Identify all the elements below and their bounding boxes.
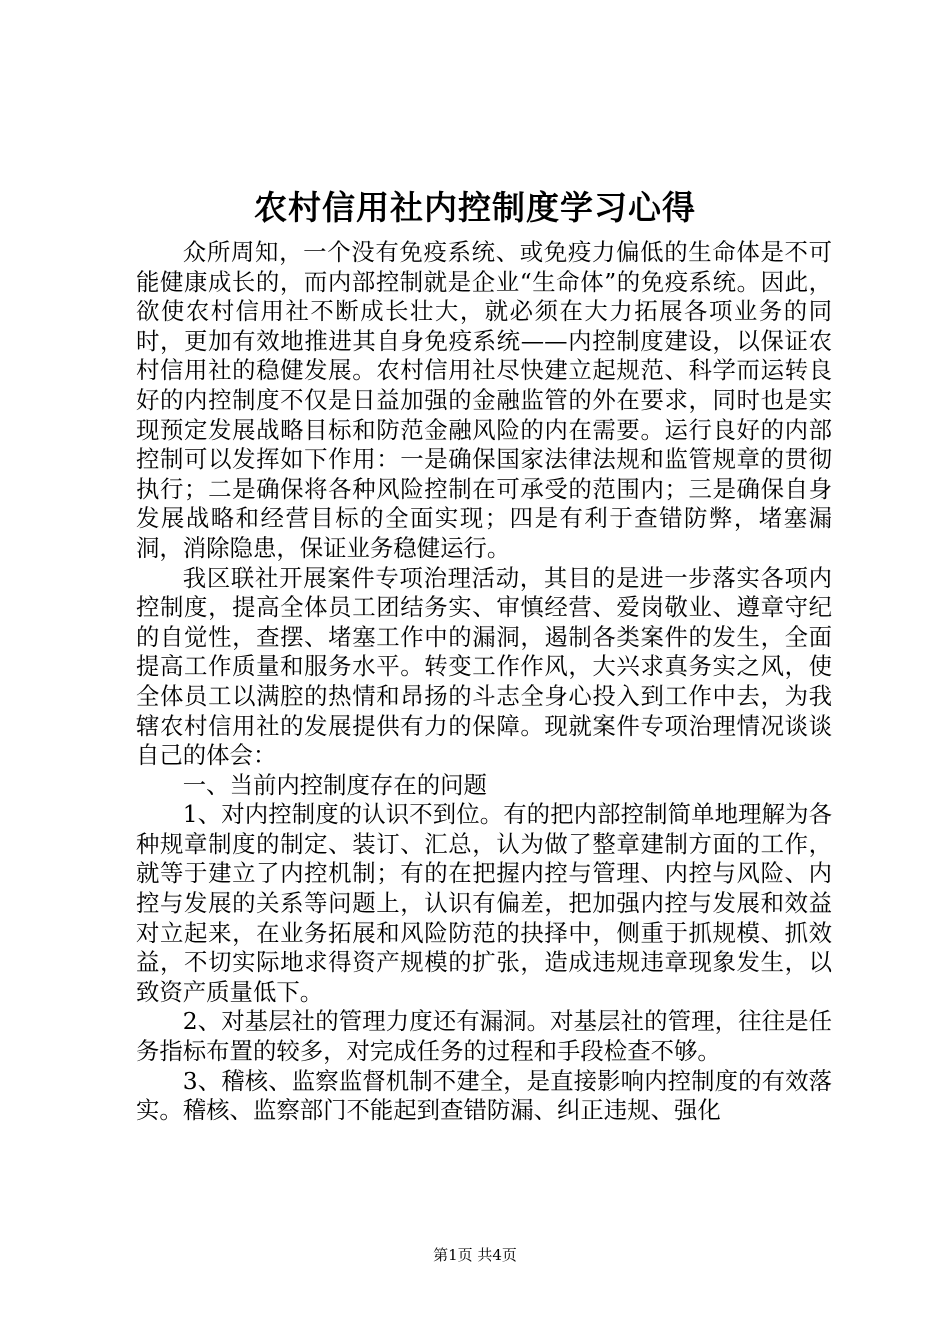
paragraph-4: 2、对基层社的管理力度还有漏洞。对基层社的管理，往往是任务指标布置的较多，对完成任务的过程和手段检查不够。 — [136, 1007, 832, 1066]
paragraph-1: 众所周知，一个没有免疫系统、或免疫力偏低的生命体是不可能健康成长的，而内部控制就是企业“生命体”的免疫系统。因此，欲使农村信用社不断成长壮大，就必须在大力拓展各项业务的同时，更加有效地推进其自身免疫系统——内控制度建设，以保证农村信用社的稳健发展。农村信用社尽快建立起规范、科学而运转良好的内控制度不仅是日益加强的金融监管的外在要求，同时也是实现预定发展战略目标和防范金融风险的内在需要。运行良好的内部控制可以发挥如下作用：一是确保国家法律法规和监管规章的贯彻执行；二是确保将各种风险控制在可承受的范围内；三是确保自身发展战略和经营目标的全面实现；四是有利于查错防弊，堵塞漏洞，消除隐患，保证业务稳健运行。 — [136, 238, 832, 562]
paragraph-2: 我区联社开展案件专项治理活动，其目的是进一步落实各项内控制度，提高全体员工团结务实、审慎经营、爱岗敬业、遵章守纪的自觉性，查摆、堵塞工作中的漏洞，遏制各类案件的发生，全面提高工作质量和服务水平。转变工作作风，大兴求真务实之风，使全体员工以满腔的热情和昂扬的斗志全身心投入到工作中去，为我辖农村信用社的发展提供有力的保障。现就案件专项治理情况谈谈自己的体会： — [136, 563, 832, 770]
paragraph-3: 1、对内控制度的认识不到位。有的把内部控制简单地理解为各种规章制度的制定、装订、汇总，认为做了整章建制方面的工作，就等于建立了内控机制；有的在把握内控与管理、内控与风险、内控与发展的关系等问题上，认识有偏差，把加强内控与发展和效益对立起来，在业务拓展和风险防范的抉择中，侧重于抓规模、抓效益，不切实际地求得资产规模的扩张，造成违规违章现象发生，以致资产质量低下。 — [136, 800, 832, 1006]
section-heading-1: 一、当前内控制度存在的问题 — [182, 770, 487, 799]
document-title: 农村信用社内控制度学习心得 — [254, 188, 696, 227]
document-body — [136, 238, 832, 1126]
paragraph-5: 3、稽核、监察监督机制不建全，是直接影响内控制度的有效落实。稽核、监察部门不能起到查错防漏、纠正违规、强化 — [136, 1066, 832, 1125]
page-number-footer: 第1页 共4页 — [433, 1246, 517, 1264]
